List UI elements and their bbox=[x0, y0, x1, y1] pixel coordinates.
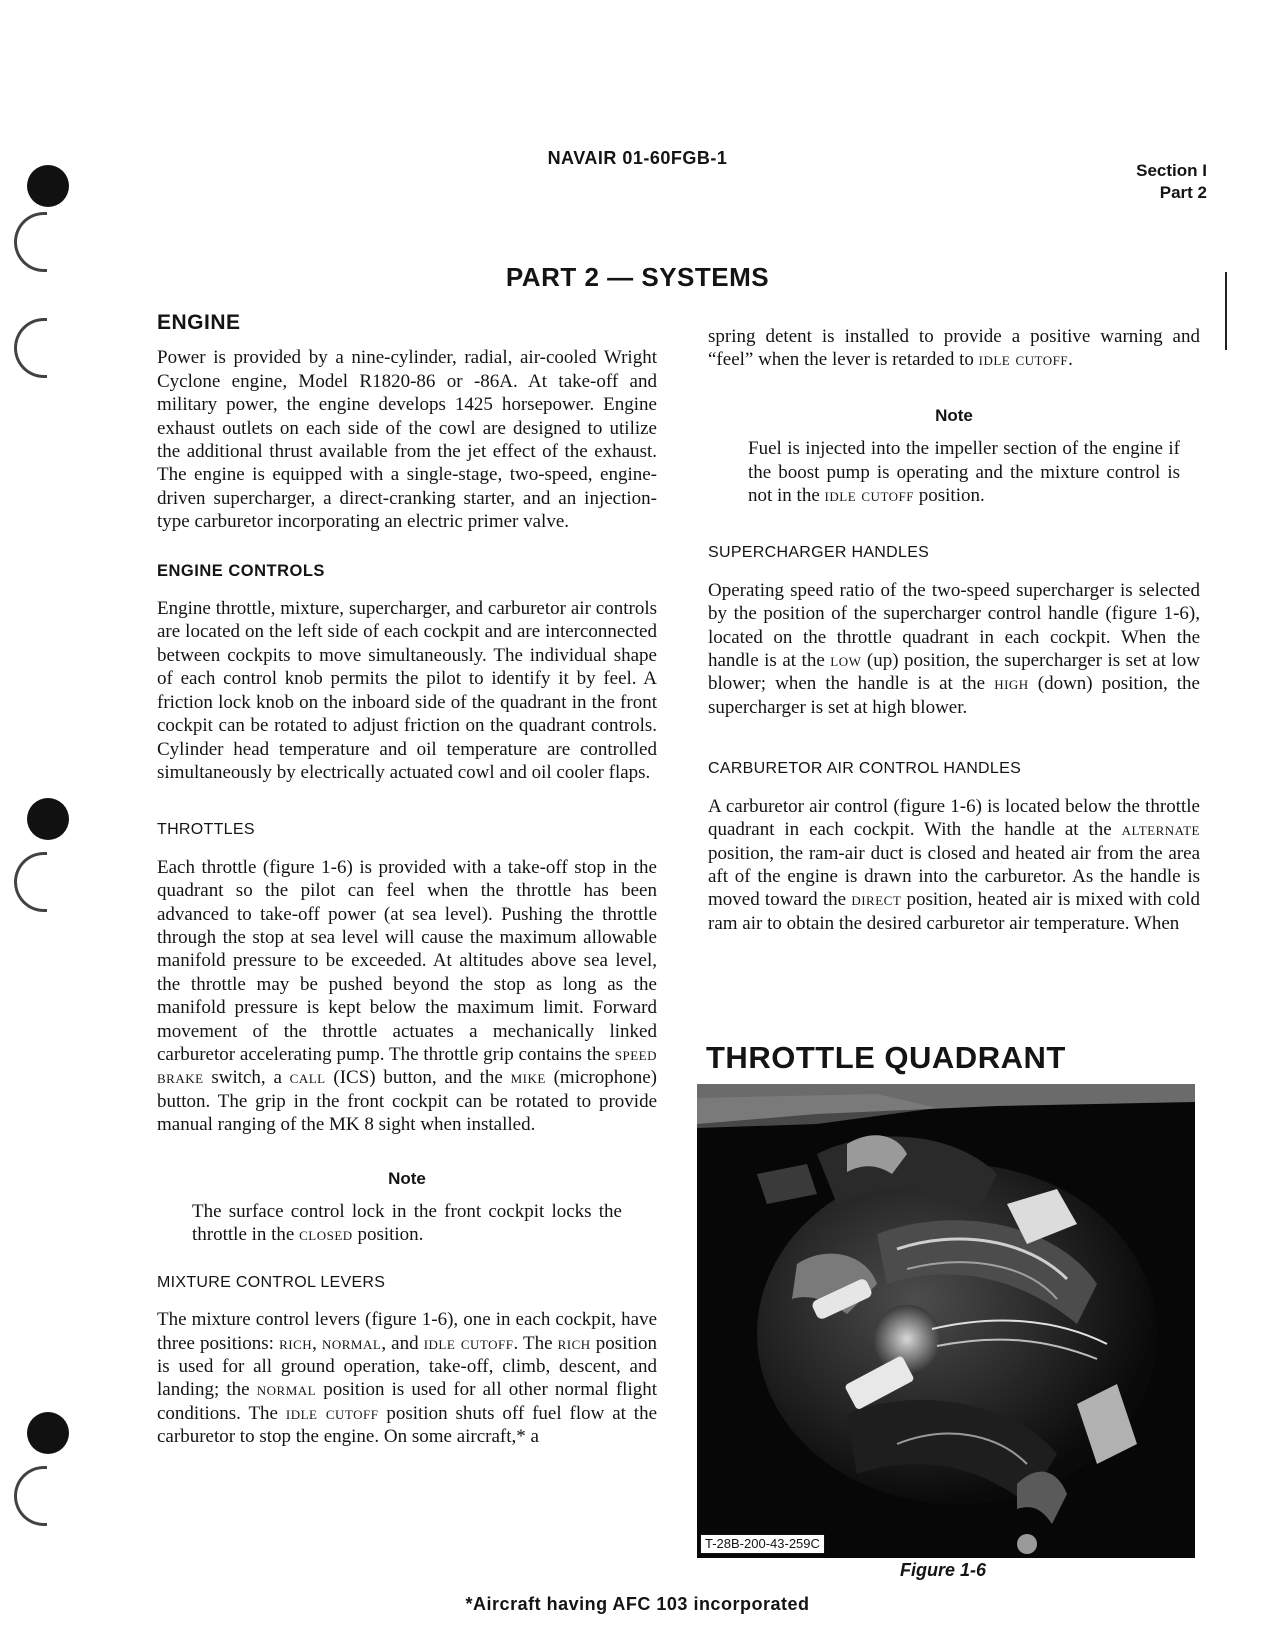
figure-title: THROTTLE QUADRANT bbox=[706, 1040, 1066, 1075]
binder-hole-middle bbox=[27, 798, 69, 840]
throttles-paragraph: Each throttle (figure 1-6) is provided with a take-off stop in the quadrant so the pilot can feel when the throttle has been advanced to take-off power (at sea level). Pushing the throttle through the stop at sea level will cause the maximum allowable manifold pressure to be exceeded. At altitudes above sea level, the throttle may be pushed beyond the stop as long as the manifold pressure is kept below the maximum limit. Forward movement of the throttle actuates a mechanically linked carburetor accelerating pump. The throttle grip contains the speed brake switch, a call (ICS) button, and the mike (microphone) button. The grip in the front cockpit can be rotated to provide manual ranging of the MK 8 sight when installed. bbox=[157, 856, 657, 1136]
section-label bbox=[1136, 160, 1207, 204]
mike-term: mike bbox=[510, 1067, 546, 1089]
page-title: PART 2 — SYSTEMS bbox=[505, 262, 770, 292]
binder-hole-bottom bbox=[27, 1412, 69, 1454]
note-text: Fuel is injected into the impeller section of the engine if the boost pump is operating and the mixture control is not in the idle cutoff position. bbox=[748, 438, 1180, 507]
left-column bbox=[157, 311, 657, 1449]
note-text: The surface control lock in the front cockpit locks the throttle in the closed position. bbox=[192, 1201, 622, 1246]
note-title: Note bbox=[388, 1168, 426, 1188]
call-term: call bbox=[289, 1067, 326, 1089]
mixture-paragraph: The mixture control levers (figure 1-6), one in each cockpit, have three positions: rich, normal, and idle cutoff. The rich position is used for all ground operation, take-off, climb, descent, and landing; the normal position is used for all other normal flight conditions. The idle cutoff position shuts off fuel flow at the carburetor to stop the engine. On some aircraft,* a bbox=[157, 1309, 658, 1448]
binder-hole-top bbox=[27, 165, 69, 207]
speed-brake-term: speed brake bbox=[157, 1043, 657, 1089]
throttle-quadrant-image bbox=[697, 1084, 1195, 1558]
footnote: *Aircraft having AFC 103 incorporated bbox=[465, 1594, 810, 1614]
engine-heading: ENGINE bbox=[157, 311, 241, 334]
part-number: Part 2 bbox=[1159, 183, 1207, 202]
throttles-heading: THROTTLES bbox=[157, 821, 255, 839]
throttle-quadrant-photo bbox=[697, 1084, 1195, 1558]
engine-controls-heading: ENGINE CONTROLS bbox=[157, 561, 325, 580]
carburetor-air-paragraph: A carburetor air control (figure 1-6) is located below the throttle quadrant in each cockpit. With the handle at the alternate position, the ram-air duct is closed and heated air from the area aft of the engine is drawn into the carburetor. As the handle is moved toward the direct position, heated air is mixed with cold ram air to obtain the desired carburetor air temperature. When bbox=[708, 795, 1200, 934]
continued-paragraph: spring detent is installed to provide a positive warning and “feel” when the lever is retarded to idle cutoff. bbox=[708, 326, 1200, 371]
binder-mark bbox=[14, 318, 47, 378]
engine-controls-paragraph: Engine throttle, mixture, supercharger, and carburetor air controls are located on the left side of each cockpit and are interconnected between cockpits to move simultaneously. The individual shape of each control knob permits the pilot to identify it by feel. A friction lock knob on the inboard side of the quadrant in the front cockpit can be rotated to adjust friction on the quadrant controls. Cylinder head temperature and oil temperature are controlled simultaneously by electrically actuated cowl and oil cooler flaps. bbox=[157, 598, 657, 783]
section-number: Section I bbox=[1136, 161, 1207, 180]
supercharger-heading: SUPERCHARGER HANDLES bbox=[708, 544, 930, 562]
change-bar bbox=[1225, 272, 1227, 350]
figure-caption: Figure 1-6 bbox=[900, 1560, 987, 1580]
engine-paragraph: Power is provided by a nine-cylinder, radial, air-cooled Wright Cyclone engine, Model R1820-86 or -86A. At take-off and military power, the engine develops 1425 horsepower. Engine exhaust outlets on each side of the cowl are designed to utilize the additional thrust available from the jet effect of the exhaust. The engine is equipped with a single-stage, two-speed, engine-driven supercharger, a direct-cranking starter, and an injection-type carburetor incorporating an electric primer valve. bbox=[157, 347, 657, 533]
carburetor-air-heading: CARBURETOR AIR CONTROL HANDLES bbox=[708, 760, 1022, 778]
note-title: Note bbox=[935, 405, 973, 425]
binder-mark bbox=[14, 1466, 47, 1526]
closed-term: closed bbox=[299, 1224, 353, 1246]
document-id: NAVAIR 01-60FGB-1 bbox=[547, 148, 728, 168]
supercharger-paragraph: Operating speed ratio of the two-speed supercharger is selected by the position of the supercharger control handle (figure 1-6), located on the throttle quadrant in each cockpit. When the handle is at the low (up) position, the supercharger is set at low blower; when the handle is at the high (down) position, the supercharger is set at high blower. bbox=[708, 579, 1200, 718]
photo-id-label: T-28B-200-43-259C bbox=[700, 1534, 825, 1554]
binder-mark bbox=[14, 852, 47, 912]
right-column bbox=[708, 325, 1200, 935]
mixture-heading: MIXTURE CONTROL LEVERS bbox=[157, 1273, 386, 1291]
